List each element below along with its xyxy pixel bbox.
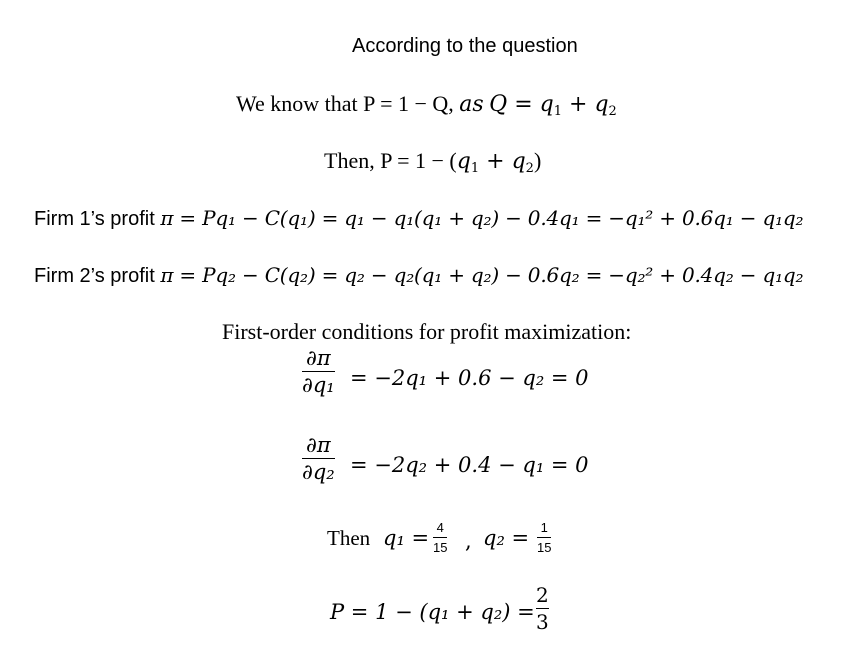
firm2-profit-expression: π = Pq₂ − C(q₂) = q₂ − q₂(q₁ + q₂) − 0.6q₂ = −q₂² + 0.4q₂ − q₁q₂	[160, 263, 804, 287]
foc1-numerator: ∂π	[306, 346, 331, 370]
price-numerator: 2	[536, 583, 549, 607]
firm1-profit-label: Firm 1’s profit	[34, 208, 161, 230]
q2-numerator: 1	[540, 520, 548, 535]
heading: According to the question	[352, 35, 578, 57]
q1-numerator: 4	[436, 520, 444, 535]
solution-separator: ,	[465, 529, 472, 553]
q2-value-fraction	[537, 520, 551, 555]
demand-line: We know that P = 1 − Q, as $Q = q_1 + q_2$	[236, 91, 617, 119]
price-value-fraction	[536, 584, 549, 633]
foc1-rhs: = −2q₁ + 0.6 − q₂ = 0	[350, 366, 589, 390]
total-quantity-symbol: Q	[489, 92, 508, 117]
fraction-bar	[537, 537, 551, 538]
as-word: as	[459, 92, 484, 117]
foc2-numerator: ∂π	[306, 433, 331, 457]
firm2-profit-line	[34, 261, 803, 290]
q1-symbol: q	[456, 149, 471, 174]
foc-title: First-order conditions for profit maximization:	[222, 319, 632, 344]
fraction-bar	[536, 608, 549, 609]
foc1-fraction	[302, 345, 335, 398]
q2-symbol: q	[511, 149, 526, 174]
then-prefix: Then, P = 1 − (	[324, 148, 457, 173]
equals-sign: =	[507, 92, 540, 117]
foc2-rhs: = −2q₂ + 0.4 − q₁ = 0	[350, 453, 589, 477]
solution-then: Then	[327, 526, 371, 550]
close-paren: )	[533, 148, 542, 173]
foc2-fraction	[302, 432, 335, 485]
price-substitution-line: Then, $P = 1 - (q_1 + q_2)$	[324, 148, 542, 176]
price-line: P = 1 − (q₁ + q₂) =	[330, 600, 535, 624]
price-denominator: 3	[536, 610, 549, 634]
q2-denominator: 15	[537, 540, 552, 555]
foc1-denominator: ∂q₁	[302, 373, 335, 397]
q2-symbol: q	[594, 92, 609, 117]
q1-value-fraction	[433, 520, 447, 555]
solution-q1-label: q₁ =	[383, 526, 430, 550]
plus-sign: +	[479, 149, 512, 174]
plus-sign: +	[562, 92, 595, 117]
demand-prefix: We know that P = 1 − Q,	[236, 91, 460, 116]
q1-symbol: q	[539, 92, 554, 117]
foc2-denominator: ∂q₂	[302, 460, 335, 484]
firm1-profit-expression: π = Pq₁ − C(q₁) = q₁ − q₁(q₁ + q₂) − 0.4q₁ = −q₁² + 0.6q₁ − q₁q₂	[160, 206, 804, 230]
fraction-bar	[433, 537, 447, 538]
firm2-profit-label: Firm 2’s profit	[34, 265, 161, 287]
firm1-profit-line	[34, 204, 803, 233]
q1-denominator: 15	[433, 540, 448, 555]
solution-q2-label: q₂ =	[483, 526, 530, 550]
